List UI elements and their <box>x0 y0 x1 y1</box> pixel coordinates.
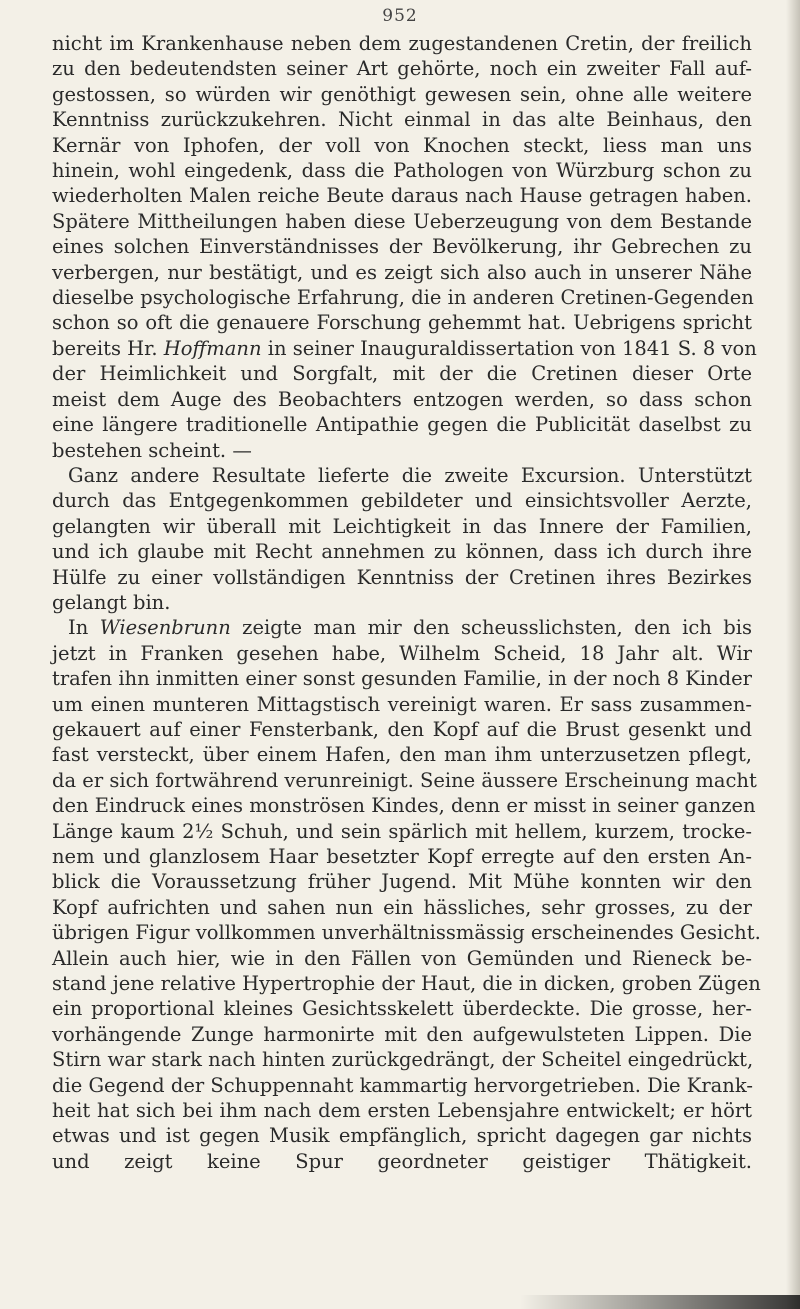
text-line: etwas und ist gegen Musik empfänglich, spricht dagegen gar nichts <box>52 1124 752 1148</box>
text-line: Kernär von Iphofen, der voll von Knochen steckt, liess man uns <box>52 133 752 157</box>
text-line: trafen ihn inmitten einer sonst gesunden Familie, in der noch 8 Kinder <box>52 667 752 691</box>
text-line: bereits Hr. Hoffmann in seiner Inauguraldissertation von 1841 S. 8 von <box>52 336 757 360</box>
text-line: nicht im Krankenhause neben dem zugestandenen Cretin, der freilich <box>52 32 752 55</box>
text-line: hinein, wohl eingedenk, dass die Pathologen von Würzburg schon zu <box>52 159 752 183</box>
text-line: der Heimlichkeit und Sorgfalt, mit der die Cretinen dieser Orte <box>52 362 752 386</box>
text-line: Kenntniss zurückzukehren. Nicht einmal in das alte Beinhaus, den <box>52 108 752 132</box>
text-line: gelangt bin. <box>52 590 171 614</box>
text-line: eine längere traditionelle Antipathie gegen die Publicität daselbst zu <box>52 413 752 437</box>
text-line: gestossen, so würden wir genöthigt gewesen sein, ohne alle weitere <box>52 82 752 106</box>
text-line: die Gegend der Schuppennaht kammartig hervorgetrieben. Die Krank- <box>52 1073 753 1097</box>
text-line: Kopf aufrichten und sahen nun ein hässliches, sehr grosses, zu der <box>52 895 752 919</box>
text-line: eines solchen Einverständnisses der Bevölkerung, ihr Gebrechen zu <box>52 235 752 259</box>
text-line: wiederholten Malen reiche Beute daraus nach Hause getragen haben. <box>52 184 752 208</box>
text-line: zu den bedeutendsten seiner Art gehörte, noch ein zweiter Fall auf- <box>52 57 752 81</box>
text-line: nem und glanzlosem Haar besetzter Kopf erregte auf den ersten An- <box>52 845 752 868</box>
text-line: jetzt in Franken gesehen habe, Wilhelm Scheid, 18 Jahr alt. Wir <box>52 641 752 665</box>
text-line: Hülfe zu einer vollständigen Kenntniss der Cretinen ihres Bezirkes <box>52 565 752 589</box>
page-edge-shadow <box>786 0 800 1309</box>
text-line: den Eindruck eines monströsen Kindes, denn er misst in seiner ganzen <box>52 794 756 818</box>
text-line: Stirn war stark nach hinten zurückgedrängt, der Scheitel eingedrückt, <box>52 1048 754 1072</box>
text-line: schon so oft die genauere Forschung gehemmt hat. Uebrigens spricht <box>52 311 752 335</box>
paragraph-block <box>52 31 761 1174</box>
text-line: dieselbe psychologische Erfahrung, die in anderen Cretinen-Gegenden <box>52 286 754 310</box>
text-line: übrigen Figur vollkommen unverhältnissmässig erscheinendes Gesicht. <box>52 921 761 945</box>
text-line: gekauert auf einer Fensterbank, den Kopf auf die Brust gesenkt und <box>52 717 752 741</box>
text-line: vorhängende Zunge harmonirte mit den aufgewulsteten Lippen. Die <box>52 1022 752 1046</box>
text-line: fast versteckt, über einem Hafen, den man ihm unterzusetzen pflegt, <box>52 743 752 767</box>
text-line: und ich glaube mit Recht annehmen zu können, dass ich durch ihre <box>52 540 752 564</box>
text-line: blick die Voraussetzung früher Jugend. Mit Mühe konnten wir den <box>52 870 752 894</box>
text-line: gelangten wir überall mit Leichtigkeit in das Innere der Familien, <box>52 514 752 538</box>
text-line: durch das Entgegenkommen gebildeter und einsichtsvoller Aerzte, <box>52 489 752 513</box>
text-line: Allein auch hier, wie in den Fällen von Gemünden und Rieneck be- <box>52 946 752 970</box>
text-line: verbergen, nur bestätigt, und es zeigt sich also auch in unserer Nähe <box>52 260 752 284</box>
text-line: stand jene relative Hypertrophie der Haut, die in dicken, groben Zügen <box>52 972 761 996</box>
text-line: heit hat sich bei ihm nach dem ersten Lebensjahre entwickelt; er hört <box>52 1099 752 1123</box>
page-bottom-shadow <box>520 1295 800 1309</box>
text-line: da er sich fortwährend verunreinigt. Seine äussere Erscheinung macht <box>52 768 757 792</box>
text-line: meist dem Auge des Beobachters entzogen werden, so dass schon <box>52 387 752 411</box>
text-line: bestehen scheint. — <box>52 438 252 462</box>
text-line: Länge kaum 2½ Schuh, und sein spärlich mit hellem, kurzem, trocke- <box>52 819 752 843</box>
page-number: 952 <box>382 6 418 26</box>
text-line: Spätere Mittheilungen haben diese Ueberzeugung von dem Bestande <box>52 209 752 233</box>
text-line: ein proportional kleines Gesichtsskelett überdeckte. Die grosse, her- <box>52 997 752 1021</box>
text-line: und zeigt keine Spur geordneter geistiger Thätigkeit. <box>52 1149 752 1173</box>
text-line: Ganz andere Resultate lieferte die zweite Excursion. Unterstützt <box>68 463 752 487</box>
body-text <box>52 31 761 1174</box>
text-line: um einen munteren Mittagstisch vereinigt waren. Er sass zusammen- <box>52 692 752 716</box>
text-line: In Wiesenbrunn zeigte man mir den scheusslichsten, den ich bis <box>68 616 752 640</box>
